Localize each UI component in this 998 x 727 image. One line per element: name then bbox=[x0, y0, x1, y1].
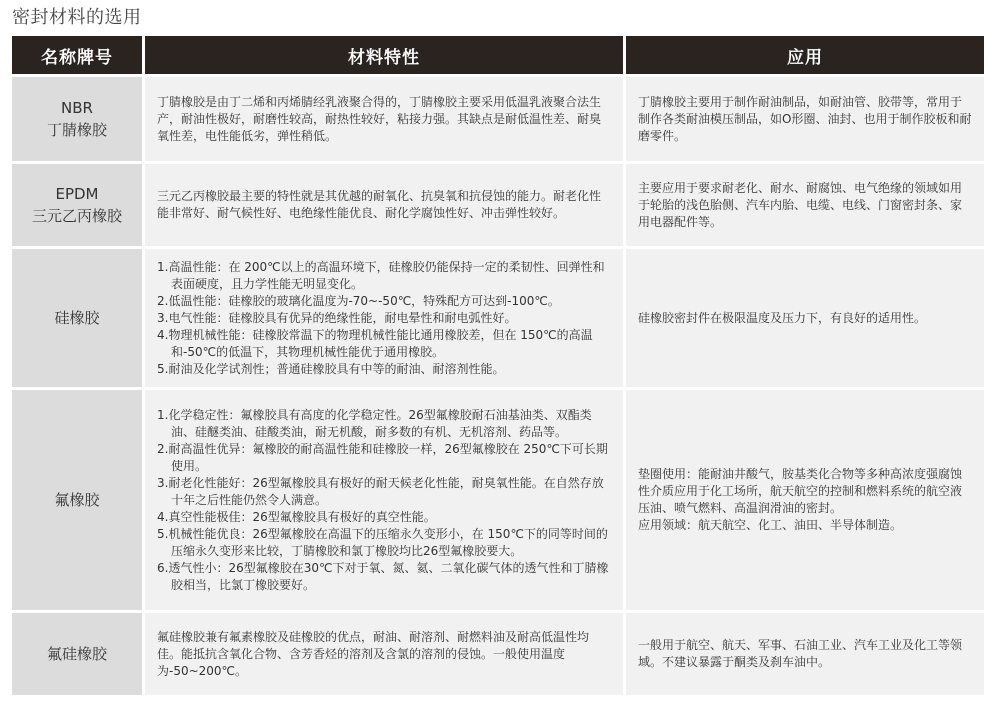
row-properties-nbr: 丁腈橡胶是由丁二烯和丙烯腈经乳液聚合得的，丁腈橡胶主要采用低温乳液聚合法生产，耐油性极好，耐磨性较高，耐热性较好，粘接力强。其缺点是耐低温性差、耐臭氧性差，电性能低劣，弹性稍低。 bbox=[145, 77, 623, 161]
name-label: 硅橡胶 bbox=[54, 309, 100, 327]
list-item: 5.机械性能优良：26型氟橡胶在高温下的压缩永久变形小，在 150℃下的同等时间的压缩永久变形来比较，丁腈橡胶和氯丁橡胶均比26型氟橡胶要大。 bbox=[157, 526, 608, 558]
row-properties-epdm: 三元乙丙橡胶最主要的特性就是其优越的耐氧化、抗臭氧和抗侵蚀的能力。耐老化性能非常好、耐气候性好、电绝缘性能优良、耐化学腐蚀性好、冲击弹性较好。 bbox=[145, 164, 623, 246]
list-item: 2.耐高温性优异：氟橡胶的耐高温性能和硅橡胶一样，26型氟橡胶在 250℃下可长期使用。 bbox=[157, 441, 608, 473]
name-code: EPDM bbox=[55, 185, 99, 203]
row-application-fvmq: 一般用于航空、航天、军事、石油工业、汽车工业及化工等领域。不建议暴露于酮类及刹车油中。 bbox=[626, 613, 984, 695]
list-item: 4.物理机械性能：硅橡胶常温下的物理机械性能比通用橡胶差，但在 150℃的高温和-50℃的低温下，其物理机械性能优于通用橡胶。 bbox=[157, 327, 593, 359]
row-name-fvmq bbox=[12, 613, 142, 695]
name-code: NBR bbox=[61, 99, 93, 117]
list-item: 3.电气性能：硅橡胶具有优异的绝缘性能，耐电晕性和耐电弧性好。 bbox=[157, 310, 517, 325]
list-item: 2.低温性能：硅橡胶的玻璃化温度为-70~-50℃，特殊配方可达到-100℃。 bbox=[157, 293, 560, 308]
page-title: 密封材料的选用 bbox=[12, 7, 142, 28]
material-table bbox=[12, 36, 984, 695]
list-item: 3.耐老化性能好：26型氟橡胶具有极好的耐天候老化性能，耐臭氧性能。在自然存放十年之后性能仍然令人满意。 bbox=[157, 475, 604, 507]
row-application-silicone: 硅橡胶密封件在极限温度及压力下，有良好的适用性。 bbox=[626, 249, 984, 387]
list-item: 6.透气性小：26型氟橡胶在30℃下对于氧、氮、氦、二氧化碳气体的透气性和丁腈橡胶相当，比氯丁橡胶要好。 bbox=[157, 560, 609, 592]
row-application-nbr: 丁腈橡胶主要用于制作耐油制品，如耐油管、胶带等，常用于制作各类耐油模压制品，如O形圈、油封、也用于制作胶板和耐磨零件。 bbox=[626, 77, 984, 161]
list-item: 4.真空性能极佳：26型氟橡胶具有极好的真空性能。 bbox=[157, 509, 436, 524]
header-application: 应用 bbox=[626, 36, 984, 74]
row-name-fkm bbox=[12, 390, 142, 610]
row-name-silicone bbox=[12, 249, 142, 387]
row-properties-fvmq: 氟硅橡胶兼有氟素橡胶及硅橡胶的优点，耐油、耐溶剂、耐燃料油及耐高低温性均佳。能抵抗含氧化合物、含芳香烃的溶剂及含氯的溶剂的侵蚀。一般使用温度为-50~200℃。 bbox=[145, 613, 623, 695]
name-label: 丁腈橡胶 bbox=[46, 121, 107, 139]
row-properties-silicone bbox=[145, 249, 623, 387]
name-label: 氟硅橡胶 bbox=[46, 645, 107, 663]
name-label: 三元乙丙橡胶 bbox=[31, 207, 122, 225]
header-properties: 材料特性 bbox=[145, 36, 623, 74]
list-item: 1.化学稳定性：氟橡胶具有高度的化学稳定性。26型氟橡胶耐石油基油类、双酯类油、硅醚类油、硅酸类油，耐无机酸，耐多数的有机、无机溶剂、药品等。 bbox=[157, 407, 592, 439]
row-properties-fkm bbox=[145, 390, 623, 610]
row-name-epdm bbox=[12, 164, 142, 246]
name-label: 氟橡胶 bbox=[54, 491, 100, 509]
row-application-epdm: 主要应用于要求耐老化、耐水、耐腐蚀、电气绝缘的领域如用于轮胎的浅色胎侧、汽车内胎、电缆、电线、门窗密封条、家用电器配件等。 bbox=[626, 164, 984, 246]
list-item: 1.高温性能：在 200℃以上的高温环境下，硅橡胶仍能保持一定的柔韧性、回弹性和表面硬度，且力学性能无明显变化。 bbox=[157, 259, 605, 291]
list-item: 5.耐油及化学试剂性；普通硅橡胶具有中等的耐油、耐溶剂性能。 bbox=[157, 361, 505, 376]
application-line: 垫圈使用：能耐油井酸气，胺基类化合物等多种高浓度强腐蚀性介质应用于化工场所，航天航空的控制和燃料系统的航空液压油、喷气燃料、高温润滑油的密封。 bbox=[638, 467, 963, 515]
header-name: 名称牌号 bbox=[12, 36, 142, 74]
application-line: 应用领域：航天航空、化工、油田、半导体制造。 bbox=[638, 518, 903, 532]
row-application-fkm bbox=[626, 390, 984, 610]
row-name-nbr bbox=[12, 77, 142, 161]
